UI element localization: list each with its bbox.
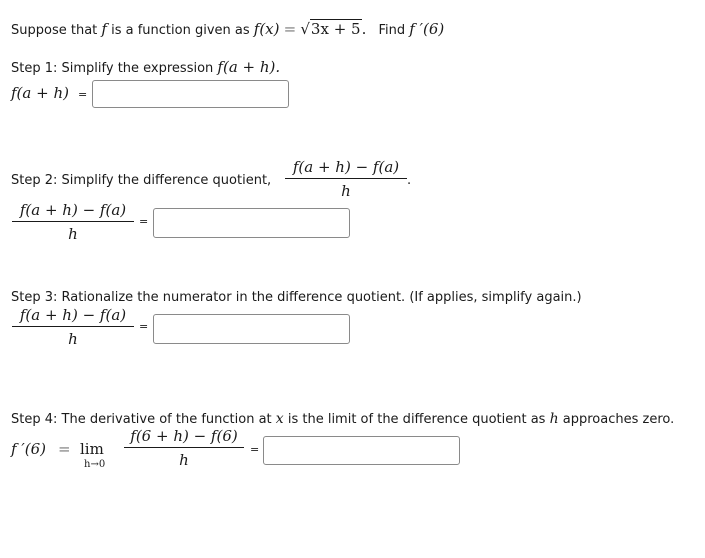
step2-label-fraction [285,158,407,200]
problem-equals: = [283,20,297,38]
step4-fraction [124,427,244,469]
step4-lhs: f ′(6) [11,440,46,458]
problem-is-text: is a function given as [111,23,250,38]
step4-label-h: h [549,411,559,427]
problem-target: f ′(6) [409,20,445,38]
step4-numerator: f(6 + h) − f(6) [130,427,238,445]
step4-label-mid: is the limit of the difference quotient as [287,412,546,427]
step1-answer-input[interactable] [92,80,289,108]
step2-label-period: . [407,173,412,188]
step2-fraction [12,201,134,243]
step2-label: Step 2: Simplify the difference quotient, [11,173,272,188]
step2-numerator: f(a + h) − f(a) [19,201,127,219]
step3-label: Step 3: Rationalize the numerator in the difference quotient. (If applies, simplify again.) [11,290,582,305]
problem-radicand: 3x + 5 [310,20,361,38]
problem-statement [11,20,444,38]
step4-denominator: h [179,451,189,469]
step4-lhs-equals: = [58,440,71,458]
step1-lhs: f(a + h) [11,84,69,102]
problem-f-var: f [101,20,107,38]
step2-denominator: h [68,225,78,243]
step2-label-denominator: h [341,182,351,200]
sqrt-sign: √ [300,20,310,38]
step4-label [11,411,674,427]
step3-denominator: h [68,330,78,348]
problem-f-of-x: f(x) [253,20,280,38]
step3-fraction [12,306,134,348]
step2-label-numerator: f(a + h) − f(a) [292,158,400,176]
step3-equals: = [139,320,149,333]
step4-equals: = [250,443,260,456]
step2-answer-input[interactable] [153,208,350,238]
step1-equals: = [78,88,88,101]
problem-period: . [361,20,367,38]
step4-label-end: approaches zero. [562,412,675,427]
step1-label-text: Step 1: Simplify the expression [11,61,214,76]
step4-label-start: Step 4: The derivative of the function at [11,412,272,427]
problem-intro: Suppose that [11,23,98,38]
step3-numerator: f(a + h) − f(a) [19,306,127,324]
step4-answer-input[interactable] [263,436,460,465]
step4-label-var: x [275,411,284,427]
step3-answer-input[interactable] [153,314,350,344]
problem-find-text: Find [378,23,406,38]
lim-word: lim [80,440,104,458]
step1-label [11,58,280,76]
step2-equals: = [139,215,149,228]
lim-subscript: h→0 [84,459,106,470]
step1-expression: f(a + h). [217,58,281,76]
